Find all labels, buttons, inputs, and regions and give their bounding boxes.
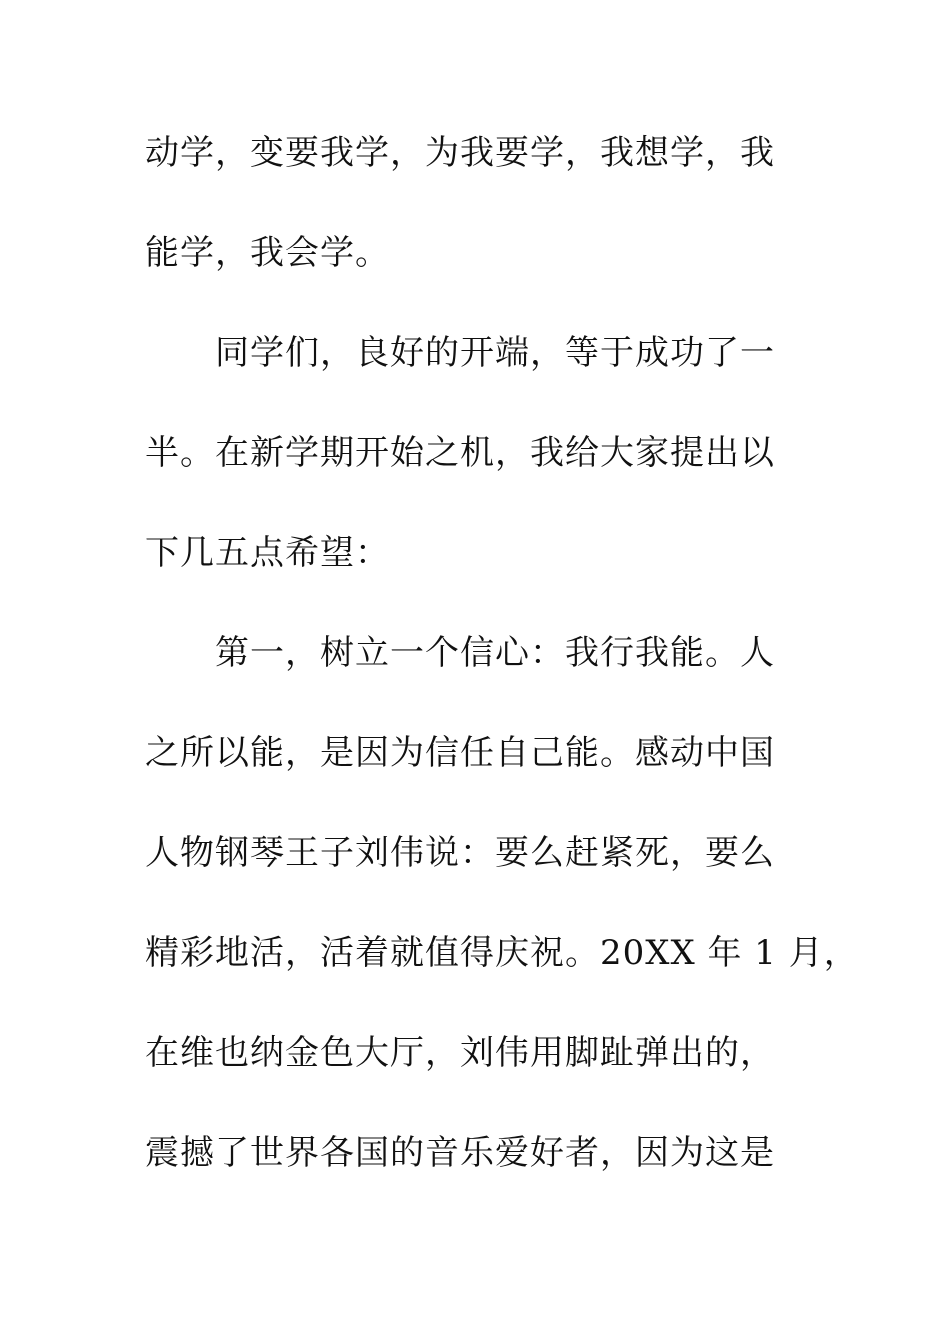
text-line: 之所以能，是因为信任自己能。感动中国	[145, 733, 775, 773]
text-line: 精彩地活，活着就值得庆祝。20XX 年 1 月，	[145, 933, 859, 973]
text-line: 半。在新学期开始之机，我给大家提出以	[145, 433, 775, 473]
text-line: 人物钢琴王子刘伟说：要么赶紧死，要么	[145, 833, 775, 873]
text-line: 下几五点希望：	[145, 533, 390, 573]
text-line: 震撼了世界各国的音乐爱好者，因为这是	[145, 1133, 775, 1173]
text-line: 在维也纳金色大厅，刘伟用脚趾弹出的，	[145, 1033, 775, 1073]
paragraph-start-line: 第一，树立一个信心：我行我能。人	[215, 633, 775, 673]
text-line: 动学，变要我学，为我要学，我想学，我	[145, 133, 775, 173]
paragraph-start-line: 同学们，良好的开端，等于成功了一	[215, 333, 775, 373]
text-line: 能学，我会学。	[145, 233, 390, 273]
